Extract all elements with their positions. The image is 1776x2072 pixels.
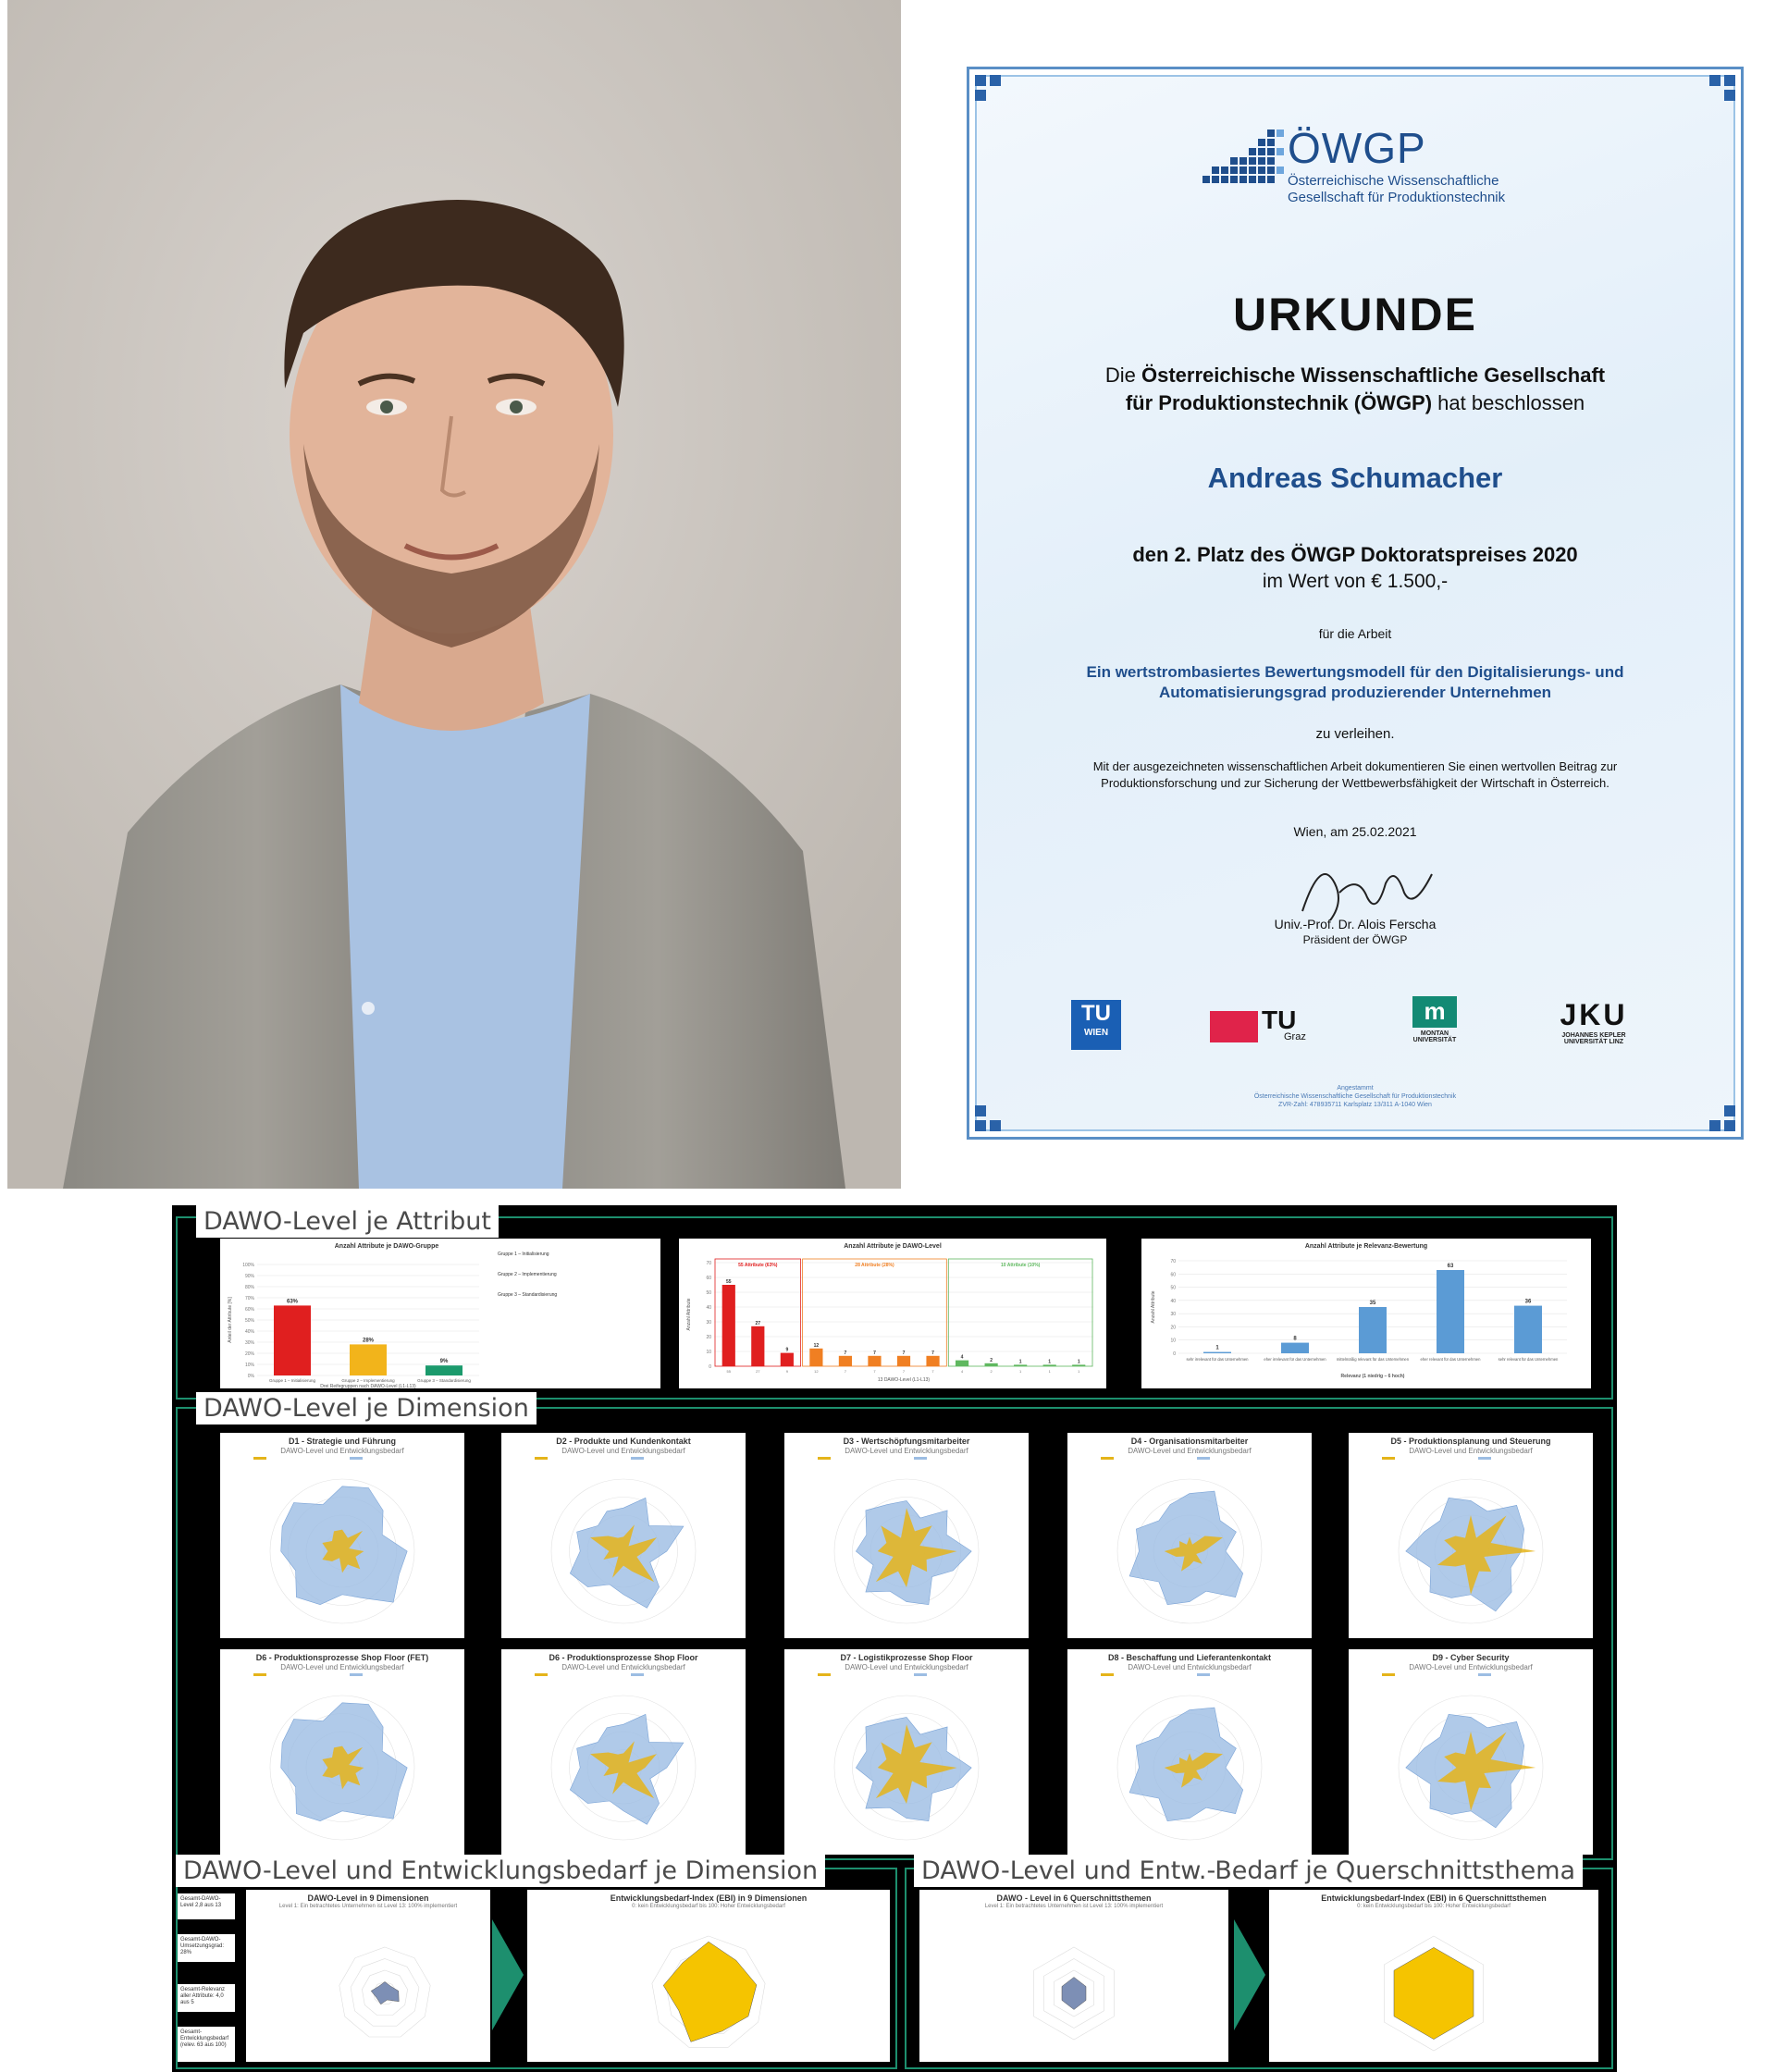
portrait-photo <box>7 0 901 1189</box>
y-axis-label: Anteil der Attribute [%] <box>228 1297 233 1343</box>
radar-chart-subtitle: DAWO-Level und Entwicklungsbedarf <box>845 1663 968 1671</box>
data-label: 8 <box>1293 1336 1297 1342</box>
bar <box>274 1305 311 1375</box>
statement-line1: Mit der ausgezeichneten wissenschaftlichen Arbeit dokumentieren Sie einen wertvollen Beitrag zur <box>1092 759 1618 773</box>
data-label: 2 <box>990 1357 993 1363</box>
y-axis-label: Anzahl Attribute <box>1151 1290 1156 1324</box>
data-label: 63% <box>286 1299 299 1305</box>
data-label: 1 <box>1018 1359 1022 1365</box>
chart-title: Anzahl Attribute je DAWO-Gruppe <box>334 1243 439 1250</box>
chart-attribute-per-group-svg <box>220 1239 660 1388</box>
data-label: 1 <box>1215 1345 1219 1351</box>
y-tick-label: 10 <box>1170 1338 1176 1344</box>
for-the-work: für die Arbeit <box>1318 626 1392 641</box>
x-tick-label: sehr irrelevant für das Unternehmen <box>1186 1357 1249 1362</box>
data-label: 7 <box>931 1350 934 1356</box>
legend-entry: Gruppe 1 – Initialisierung <box>498 1252 549 1257</box>
x-tick-label: 9 <box>785 1369 788 1374</box>
award-value: im Wert von € 1.500,- <box>1262 571 1449 592</box>
legend-swatch <box>1197 1457 1210 1460</box>
radar-chart-title: D1 - Strategie und Führung <box>289 1437 396 1446</box>
radar-series <box>1394 1947 1474 2039</box>
radar-chart-svg <box>220 1433 464 1638</box>
data-label: 7 <box>873 1350 876 1356</box>
summary-chart-subtitle: Level 1: Ein betrachtetes Unternehmen ist Level 13: 100% implementiert <box>984 1904 1164 1909</box>
group-box <box>948 1259 1092 1366</box>
y-tick-label: 10% <box>244 1363 254 1368</box>
note-dawo-umsetzung: Gesamt-DAWO-Umsetzungsgrad: 28% <box>178 1934 235 1962</box>
radar-chart-4 <box>1067 1433 1312 1638</box>
bar <box>1072 1364 1085 1366</box>
legend-entry: Gruppe 2 – Implementierung <box>498 1272 557 1277</box>
certificate-heading: URKUNDE <box>1233 289 1477 340</box>
data-label: 4 <box>960 1354 964 1361</box>
x-tick-label: 55 <box>726 1369 731 1374</box>
bar <box>897 1356 910 1366</box>
radar-series <box>371 1982 399 2004</box>
corner-ornament <box>975 75 1006 106</box>
jku-logo: JKU JOHANNES KEPLER UNIVERSITÄT LINZ <box>1560 998 1628 1045</box>
y-tick-label: 80% <box>244 1285 254 1290</box>
radar-chart-title: D8 - Beschaffung und Lieferantenkontakt <box>1107 1653 1272 1662</box>
group-label: 55 Attribute (63%) <box>738 1263 778 1268</box>
radar-chart-title: D4 - Organisationsmitarbeiter <box>1130 1437 1249 1446</box>
radar-chart-svg <box>501 1433 746 1638</box>
radar-chart-svg <box>1349 1649 1593 1855</box>
radar-chart-svg <box>1349 1433 1593 1638</box>
award-title: den 2. Platz des ÖWGP Doktoratspreises 2020 <box>1132 543 1578 566</box>
radar-chart-svg <box>220 1649 464 1855</box>
summary-chart-ebi-9 <box>527 1890 890 2062</box>
legend-entry: Gruppe 3 – Standardisierung <box>498 1292 558 1298</box>
certificate-intro-line1: Die Österreichische Wissenschaftliche Gesellschaft <box>1104 364 1606 387</box>
radar-chart-9 <box>1067 1649 1312 1855</box>
legend-swatch <box>914 1457 927 1460</box>
legend-swatch <box>535 1673 548 1676</box>
bar <box>868 1356 881 1366</box>
radar-chart-subtitle: DAWO-Level und Entwicklungsbedarf <box>1409 1663 1533 1671</box>
x-tick-label: 7 <box>902 1369 906 1374</box>
legend-swatch <box>253 1457 266 1460</box>
radar-chart-title: D6 - Produktionsprozesse Shop Floor <box>549 1653 698 1662</box>
arrow-right-icon <box>492 1919 524 2030</box>
y-tick-label: 50 <box>706 1290 711 1296</box>
radar-chart-title: D3 - Wertschöpfungsmitarbeiter <box>843 1437 970 1446</box>
place-date: Wien, am 25.02.2021 <box>1293 824 1417 839</box>
bar <box>926 1356 939 1366</box>
x-tick-label: Gruppe 2 – Implementierung <box>341 1378 395 1383</box>
y-tick-label: 40 <box>1170 1298 1176 1304</box>
x-tick-label: 7 <box>873 1369 876 1374</box>
section-title-dimension: DAWO-Level je Dimension <box>196 1392 536 1424</box>
radar-chart-title: D5 - Produktionsplanung und Steuerung <box>1390 1437 1551 1446</box>
legend-swatch <box>535 1457 548 1460</box>
y-tick-label: 20 <box>1170 1325 1176 1331</box>
radar-chart-svg <box>784 1433 1029 1638</box>
radar-series <box>1062 1978 1086 2010</box>
y-tick-label: 70 <box>706 1261 711 1266</box>
chart-attribute-per-relevance <box>1141 1239 1591 1388</box>
to-award: zu verleihen. <box>1315 726 1395 742</box>
radar-chart-subtitle: DAWO-Level und Entwicklungsbedarf <box>1128 1663 1252 1671</box>
bar <box>1014 1364 1027 1366</box>
owgp-logo-graphic <box>1202 125 1295 190</box>
radar-chart-subtitle: DAWO-Level und Entwicklungsbedarf <box>280 1663 404 1671</box>
summary-chart-dawo-6 <box>919 1890 1228 2062</box>
note-dawo-level: Gesamt-DAWO-Level 2,8 aus 13 <box>178 1893 235 1919</box>
legend-swatch <box>253 1673 266 1676</box>
y-tick-label: 0 <box>1173 1351 1176 1357</box>
note-relevanz: Gesamt-Relevanz aller Attribute: 4,0 aus 5 <box>178 1984 235 2012</box>
tu-graz-logo: TU Graz <box>1210 1005 1321 1046</box>
y-tick-label: 20% <box>244 1351 254 1357</box>
legend-swatch <box>350 1673 363 1676</box>
radar-chart-svg <box>1067 1649 1312 1855</box>
radar-chart-2 <box>501 1433 746 1638</box>
x-tick-label: 27 <box>756 1369 760 1374</box>
y-tick-label: 0% <box>247 1374 254 1379</box>
x-tick-label: 7 <box>844 1369 847 1374</box>
x-tick-label: 1 <box>1078 1369 1080 1374</box>
radar-chart-1 <box>220 1433 464 1638</box>
legend-swatch <box>818 1457 831 1460</box>
bar <box>809 1349 822 1366</box>
legend-swatch <box>1478 1673 1491 1676</box>
summary-chart-title: Entwicklungsbedarf-Index (EBI) in 6 Querschnittsthemen <box>1321 1893 1547 1903</box>
y-tick-label: 40% <box>244 1329 254 1335</box>
x-tick-label: Gruppe 1 – Initialisierung <box>268 1378 316 1383</box>
radar-chart-10 <box>1349 1649 1593 1855</box>
radar-chart-svg <box>501 1649 746 1855</box>
y-tick-label: 60 <box>1170 1272 1176 1278</box>
x-tick-label: eher relevant für das Unternehmen <box>1420 1357 1481 1362</box>
radar-chart-subtitle: DAWO-Level und Entwicklungsbedarf <box>561 1663 685 1671</box>
bar <box>956 1361 968 1366</box>
note-entwicklungsbedarf: Gesamt-Entwicklungsbedarf (relev. 63 aus 100) <box>178 2027 235 2062</box>
recipient-name: Andreas Schumacher <box>1207 462 1503 494</box>
radar-series <box>663 1942 757 2041</box>
summary-chart-ebi-6 <box>1269 1890 1598 2062</box>
data-label: 35 <box>1369 1301 1376 1306</box>
x-axis-label: 13 DAWO-Level (L1-L13) <box>877 1377 931 1383</box>
summary-chart-svg <box>527 1890 890 2062</box>
data-label: 1 <box>1048 1359 1052 1365</box>
group-label: 28 Attribute (28%) <box>855 1263 894 1268</box>
legend-swatch <box>914 1673 927 1676</box>
legend-swatch <box>631 1673 644 1676</box>
summary-chart-dawo-9 <box>246 1890 490 2062</box>
legend-swatch <box>1101 1457 1114 1460</box>
radar-chart-6 <box>220 1649 464 1855</box>
legend-swatch <box>350 1457 363 1460</box>
data-label: 12 <box>813 1342 820 1349</box>
x-tick-label: 1 <box>1048 1369 1051 1374</box>
radar-chart-title: D7 - Logistikprozesse Shop Floor <box>840 1653 973 1662</box>
data-label: 28% <box>362 1338 375 1344</box>
radar-chart-subtitle: DAWO-Level und Entwicklungsbedarf <box>1128 1447 1252 1455</box>
summary-chart-title: DAWO-Level in 9 Dimensionen <box>307 1893 429 1903</box>
chart-title: Anzahl Attribute je Relevanz-Bewertung <box>1304 1243 1428 1250</box>
legend-swatch <box>1382 1457 1395 1460</box>
statement-line2: Produktionsforschung und zur Sicherung der Wettbewerbsfähigkeit der Wirtschaft in Österreich. <box>1101 776 1610 790</box>
bar <box>1281 1343 1309 1353</box>
x-tick-label: sehr relevant für das Unternehmen <box>1498 1357 1559 1362</box>
radar-chart-subtitle: DAWO-Level und Entwicklungsbedarf <box>1409 1447 1533 1455</box>
data-label: 7 <box>844 1350 847 1356</box>
owgp-logo-text: ÖWGP <box>1288 124 1426 172</box>
radar-chart-svg <box>784 1649 1029 1855</box>
owgp-logo-line2: Gesellschaft für Produktionstechnik <box>1288 190 1506 205</box>
y-tick-label: 100% <box>242 1263 254 1268</box>
y-tick-label: 40 <box>706 1305 711 1311</box>
data-label: 1 <box>1077 1359 1080 1365</box>
y-tick-label: 90% <box>244 1274 254 1279</box>
footer-line3: ZVR-Zahl: 478935711 Karlsplatz 13/311 A-1040 Wien <box>1278 1102 1432 1108</box>
certificate-intro-line2: für Produktionstechnik (ÖWGP) hat beschlossen <box>1125 391 1585 414</box>
data-label: 9 <box>785 1347 789 1353</box>
owgp-logo-line1: Österreichische Wissenschaftliche <box>1288 173 1499 189</box>
legend-swatch <box>1382 1673 1395 1676</box>
summary-chart-subtitle: 0: kein Entwicklungsbedarf bis 100: Hoher Entwicklungsbedarf <box>632 1904 785 1909</box>
x-tick-label: Gruppe 3 – Standardisierung <box>417 1378 471 1383</box>
radar-chart-svg <box>1067 1433 1312 1638</box>
legend-swatch <box>1197 1673 1210 1676</box>
y-axis-label: Anzahl Attribute <box>686 1298 692 1331</box>
y-tick-label: 30 <box>706 1320 711 1326</box>
y-tick-label: 30 <box>1170 1312 1176 1318</box>
section-title-querschnitt: DAWO-Level und Entw.-Bedarf je Querschnittsthema <box>914 1855 1583 1887</box>
bar <box>1359 1307 1387 1353</box>
bar <box>722 1285 735 1366</box>
radar-chart-subtitle: DAWO-Level und Entwicklungsbedarf <box>561 1447 685 1455</box>
portrait-illustration <box>7 0 901 1189</box>
summary-chart-subtitle: Level 1: Ein betrachtetes Unternehmen ist Level 13: 100% implementiert <box>278 1904 458 1909</box>
chart-attribute-per-relevance-svg <box>1141 1239 1591 1388</box>
data-label: 9% <box>439 1359 449 1365</box>
x-tick-label: 7 <box>931 1369 934 1374</box>
data-label: 55 <box>725 1279 732 1285</box>
bar <box>1514 1306 1542 1353</box>
y-tick-label: 60% <box>244 1307 254 1313</box>
montanuniversitaet-logo: m MONTAN UNIVERSITÄT <box>1412 997 1457 1043</box>
signer-role: Präsident der ÖWGP <box>1302 933 1408 946</box>
summary-chart-title: Entwicklungsbedarf-Index (EBI) in 9 Dimensionen <box>610 1893 808 1903</box>
section-title-attribut: DAWO-Level je Attribut <box>196 1205 499 1238</box>
x-tick-label: 2 <box>990 1369 993 1374</box>
section-title-entwicklung: DAWO-Level und Entwicklungsbedarf je Dimension <box>176 1855 825 1887</box>
y-tick-label: 70% <box>244 1296 254 1301</box>
bar <box>751 1326 764 1366</box>
radar-chart-subtitle: DAWO-Level und Entwicklungsbedarf <box>845 1447 968 1455</box>
summary-chart-svg <box>919 1890 1228 2062</box>
y-tick-label: 60 <box>706 1276 711 1281</box>
chart-attribute-per-group <box>220 1239 660 1388</box>
summary-chart-subtitle: 0: kein Entwicklungsbedarf bis 100: Hoher Entwicklungsbedarf <box>1357 1904 1511 1909</box>
x-tick-label: eher irrelevant für das Unternehmen <box>1264 1357 1326 1362</box>
tu-wien-logo: TU WIEN <box>1071 1000 1121 1050</box>
thesis-title-line1: Ein wertstrombasiertes Bewertungsmodell für den Digitalisierungs- und <box>1086 663 1624 681</box>
radar-chart-7 <box>501 1649 746 1855</box>
arrow-right-icon <box>1234 1919 1265 2030</box>
bar <box>1437 1270 1464 1353</box>
group-label: 10 Attribute (10%) <box>1000 1263 1041 1268</box>
summary-chart-title: DAWO - Level in 6 Querschnittsthemen <box>996 1893 1152 1903</box>
x-axis-label: Drei Reifegruppen nach DAWO-Level (L1-L13) <box>320 1384 416 1388</box>
footer-line1: Angestammt <box>1337 1085 1374 1092</box>
data-label: 27 <box>755 1320 761 1326</box>
radar-chart-title: D6 - Produktionsprozesse Shop Floor (FET) <box>255 1653 429 1662</box>
data-label: 7 <box>902 1350 906 1356</box>
y-tick-label: 10 <box>706 1350 711 1355</box>
bar <box>781 1353 794 1366</box>
thesis-title-line2: Automatisierungsgrad produzierender Unternehmen <box>1158 684 1552 701</box>
bar <box>1203 1352 1231 1353</box>
radar-chart-8 <box>784 1649 1029 1855</box>
bar <box>350 1344 387 1375</box>
x-axis-label: Relevanz (1 niedrig – 6 hoch) <box>1340 1374 1405 1379</box>
x-tick-label: 4 <box>960 1369 964 1374</box>
x-tick-label: 12 <box>814 1369 819 1374</box>
award-certificate <box>967 67 1744 1140</box>
y-tick-label: 0 <box>709 1364 711 1370</box>
results-poster <box>172 1205 1617 2072</box>
radar-chart-5 <box>1349 1433 1593 1638</box>
legend-swatch <box>1478 1457 1491 1460</box>
chart-attribute-per-level <box>679 1239 1106 1388</box>
data-label: 36 <box>1524 1299 1532 1305</box>
data-label: 63 <box>1447 1264 1454 1269</box>
y-tick-label: 50 <box>1170 1285 1176 1291</box>
legend-swatch <box>631 1457 644 1460</box>
legend-swatch <box>1101 1673 1114 1676</box>
y-tick-label: 70 <box>1170 1259 1176 1264</box>
summary-chart-svg <box>246 1890 490 2062</box>
radar-chart-3 <box>784 1433 1029 1638</box>
bar <box>985 1363 998 1366</box>
radar-chart-title: D9 - Cyber Security <box>1432 1653 1510 1662</box>
x-tick-label: mittelmäßig relevant für das Unternehmen <box>1336 1357 1410 1362</box>
chart-attribute-per-level-svg <box>679 1239 1106 1388</box>
signer-name: Univ.-Prof. Dr. Alois Ferscha <box>1274 917 1437 931</box>
x-tick-label: 1 <box>1019 1369 1022 1374</box>
bar <box>1043 1364 1056 1366</box>
y-tick-label: 20 <box>706 1335 711 1340</box>
y-tick-label: 30% <box>244 1340 254 1346</box>
bar <box>839 1356 852 1366</box>
footer-line2: Österreichische Wissenschaftliche Gesellschaft für Produktionstechnik <box>1253 1093 1457 1100</box>
radar-chart-title: D2 - Produkte und Kundenkontakt <box>556 1437 691 1446</box>
bar <box>426 1365 462 1375</box>
y-tick-label: 50% <box>244 1318 254 1324</box>
corner-ornament <box>1704 75 1735 106</box>
legend-swatch <box>818 1673 831 1676</box>
summary-chart-svg <box>1269 1890 1598 2062</box>
chart-title: Anzahl Attribute je DAWO-Level <box>844 1243 942 1250</box>
radar-chart-subtitle: DAWO-Level und Entwicklungsbedarf <box>280 1447 404 1455</box>
